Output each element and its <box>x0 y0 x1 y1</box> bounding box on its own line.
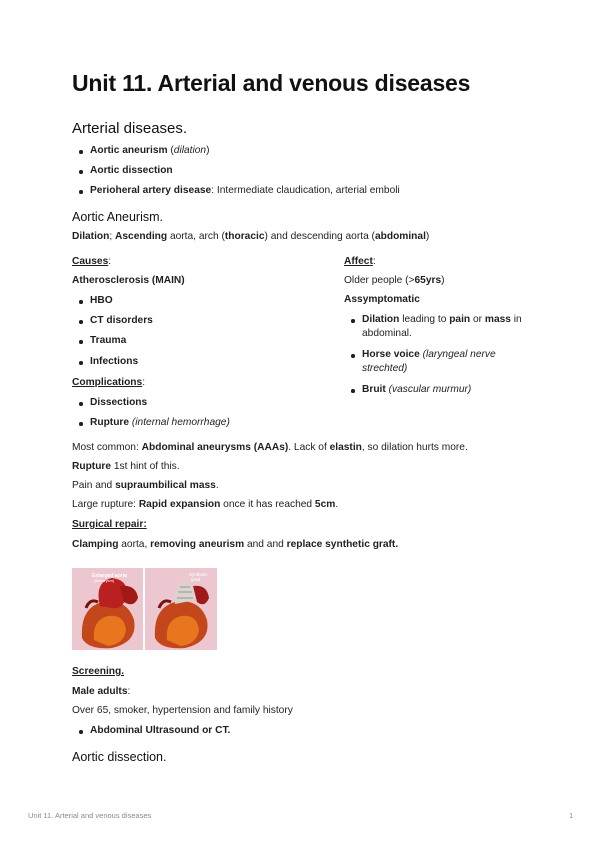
figure-label-aneurysm: (aneurysm) <box>94 578 115 583</box>
screening-label: Screening. <box>72 666 125 677</box>
complication-item-rupture: Rupture (internal hemorrhage) <box>90 417 230 428</box>
affect-asymptomatic: Assymptomatic <box>344 294 420 305</box>
screening-criteria: Over 65, smoker, hypertension and family history <box>72 705 293 716</box>
complication-item-dissections: Dissections <box>90 397 148 408</box>
rupture-line: Rupture 1st hint of this. <box>72 461 180 472</box>
page-title: Unit 11. Arterial and venous diseases <box>72 70 471 96</box>
footer-document-title: Unit 11. Arterial and venous diseases <box>28 811 152 820</box>
figure-label-enlarged-aorta: Enlarged aorta <box>92 573 128 579</box>
causes-main: Atherosclerosis (MAIN) <box>72 275 185 286</box>
affect-item-dilation: Dilation leading to pain or mass in abdominal. <box>362 314 522 339</box>
synthetic-graft-illustration <box>145 568 217 650</box>
aneurism-definition: Dilation; Ascending aorta, arch (thoracic) and descending aorta (abdominal) <box>72 231 430 242</box>
figure-label-graft: graft <box>191 577 201 582</box>
list-item-aortic-dissection: Aortic dissection <box>90 165 173 176</box>
affect-label: Affect: <box>344 256 376 267</box>
heading-aortic-dissection: Aortic dissection. <box>72 750 167 764</box>
footer-page-number: 1 <box>569 811 574 820</box>
affect-item-horse-voice: Horse voice (laryngeal nerve strechted) <box>362 349 496 374</box>
affect-item-bruit: Bruit (vascular murmur) <box>362 384 472 395</box>
most-common-line: Most common: Abdominal aneurysms (AAAs). Lack of elastin, so dilation hurts more. <box>72 442 468 453</box>
affect-older-people: Older people (>65yrs) <box>344 275 445 286</box>
enlarged-aorta-illustration <box>72 568 143 650</box>
large-rupture-line: Large rupture: Rapid expansion once it has reached 5cm. <box>72 499 339 510</box>
pain-line: Pain and supraumbilical mass. <box>72 480 219 491</box>
surgical-repair-line: Clamping aorta, removing aneurism and and replace synthetic graft. <box>72 539 399 550</box>
list-item-aortic-aneurism: Aortic aneurism (dilation) <box>90 145 210 156</box>
surgical-repair-label: Surgical repair: <box>72 519 147 530</box>
complications-label: Complications: <box>72 377 146 388</box>
cause-item: Trauma <box>90 335 127 346</box>
heading-aortic-aneurism: Aortic Aneurism. <box>72 210 164 224</box>
list-item-peripheral-artery-disease: Perioheral artery disease: Intermediate claudication, arterial emboli <box>90 185 400 196</box>
aneurysm-repair-figure <box>72 568 217 650</box>
figure-label-synthetic: Synthetic <box>189 572 208 577</box>
cause-item: HBO <box>90 295 113 306</box>
screening-item-ultrasound: Abdominal Ultrasound or CT. <box>90 725 231 736</box>
male-adults-label: Male adults: <box>72 686 131 697</box>
causes-label: Causes: <box>72 256 112 267</box>
heading-arterial-diseases: Arterial diseases. <box>72 120 188 137</box>
cause-item: CT disorders <box>90 315 153 326</box>
cause-item: Infections <box>90 356 139 367</box>
